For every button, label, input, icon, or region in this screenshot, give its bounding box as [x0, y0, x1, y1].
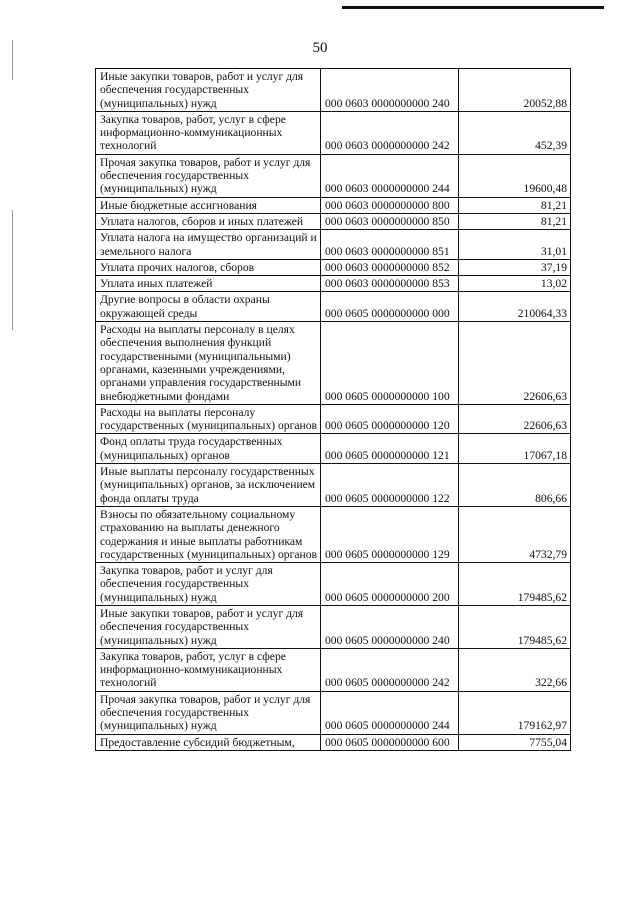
expense-name-cell: Взносы по обязательному социальному страхованию на выплаты денежного содержания и иные выплаты работникам государственных (муниципальных) органов [96, 506, 321, 562]
table-row [96, 213, 571, 229]
expense-name-cell: Уплата налога на имущество организаций и земельного налога [96, 230, 321, 260]
amount-cell: 81,21 [459, 213, 571, 229]
budget-code-cell: 000 0603 0000000000 852 [321, 259, 459, 275]
amount-cell: 179485,62 [459, 563, 571, 606]
amount-cell: 22606,63 [459, 404, 571, 434]
expense-name-cell: Иные закупки товаров, работ и услуг для обеспечения государственных (муниципальных) нужд [96, 605, 321, 648]
amount-cell: 4732,79 [459, 506, 571, 562]
table-row [96, 197, 571, 213]
table-row [96, 259, 571, 275]
amount-cell: 20052,88 [459, 69, 571, 112]
page-number: 50 [312, 40, 328, 56]
expense-name-cell: Закупка товаров, работ, услуг в сфере информационно-коммуникационных технологий [96, 648, 321, 691]
table-row [96, 230, 571, 260]
budget-code-cell: 000 0603 0000000000 853 [321, 276, 459, 292]
expense-name-cell: Уплата прочих налогов, сборов [96, 259, 321, 275]
amount-cell: 210064,33 [459, 292, 571, 322]
budget-code-cell: 000 0603 0000000000 851 [321, 230, 459, 260]
table-row [96, 404, 571, 434]
amount-cell: 37,19 [459, 259, 571, 275]
expense-name-cell: Предоставление субсидий бюджетным, [96, 734, 321, 750]
amount-cell: 179485,62 [459, 605, 571, 648]
expense-name-cell: Расходы на выплаты персоналу в целях обеспечения выполнения функций государственными (муниципальными) органами, казенными учреждениями, органами управления государственными внебюджетными фондами [96, 322, 321, 405]
amount-cell: 17067,18 [459, 434, 571, 464]
amount-cell: 179162,97 [459, 691, 571, 734]
amount-cell: 806,66 [459, 464, 571, 507]
table-row [96, 648, 571, 691]
budget-code-cell: 000 0605 0000000000 100 [321, 322, 459, 405]
expense-name-cell: Уплата иных платежей [96, 276, 321, 292]
budget-code-cell: 000 0603 0000000000 240 [321, 69, 459, 112]
expense-name-cell: Прочая закупка товаров, работ и услуг для обеспечения государственных (муниципальных) нужд [96, 691, 321, 734]
budget-code-cell: 000 0605 0000000000 240 [321, 605, 459, 648]
table-row [96, 111, 571, 154]
expense-name-cell: Уплата налогов, сборов и иных платежей [96, 213, 321, 229]
table-row [96, 563, 571, 606]
amount-cell: 322,66 [459, 648, 571, 691]
table-row [96, 605, 571, 648]
table-row [96, 292, 571, 322]
table-row [96, 734, 571, 750]
amount-cell: 7755,04 [459, 734, 571, 750]
header-rule [342, 6, 604, 9]
amount-cell: 19600,48 [459, 154, 571, 197]
amount-cell: 22606,63 [459, 322, 571, 405]
table-row [96, 434, 571, 464]
amount-cell: 13,02 [459, 276, 571, 292]
budget-code-cell: 000 0603 0000000000 800 [321, 197, 459, 213]
budget-code-cell: 000 0603 0000000000 244 [321, 154, 459, 197]
expense-name-cell: Фонд оплаты труда государственных (муниципальных) органов [96, 434, 321, 464]
budget-code-cell: 000 0603 0000000000 242 [321, 111, 459, 154]
table-row [96, 69, 571, 112]
budget-code-cell: 000 0605 0000000000 244 [321, 691, 459, 734]
table-row [96, 691, 571, 734]
table-row [96, 506, 571, 562]
expense-name-cell: Прочая закупка товаров, работ и услуг для обеспечения государственных (муниципальных) нужд [96, 154, 321, 197]
expense-name-cell: Расходы на выплаты персоналу государственных (муниципальных) органов [96, 404, 321, 434]
budget-code-cell: 000 0605 0000000000 200 [321, 563, 459, 606]
expense-name-cell: Иные выплаты персоналу государственных (муниципальных) органов, за исключением фонда оплаты труда [96, 464, 321, 507]
expense-name-cell: Иные закупки товаров, работ и услуг для обеспечения государственных (муниципальных) нужд [96, 69, 321, 112]
table-row [96, 154, 571, 197]
table-row [96, 464, 571, 507]
budget-code-cell: 000 0605 0000000000 129 [321, 506, 459, 562]
expense-name-cell: Закупка товаров, работ, услуг в сфере информационно-коммуникационных технологий [96, 111, 321, 154]
budget-code-cell: 000 0605 0000000000 122 [321, 464, 459, 507]
amount-cell: 452,39 [459, 111, 571, 154]
budget-code-cell: 000 0605 0000000000 121 [321, 434, 459, 464]
scan-margin-mark [12, 210, 13, 330]
amount-cell: 31,01 [459, 230, 571, 260]
table-row [96, 322, 571, 405]
budget-code-cell: 000 0605 0000000000 000 [321, 292, 459, 322]
budget-code-cell: 000 0603 0000000000 850 [321, 213, 459, 229]
budget-table-body [96, 69, 571, 751]
table-row [96, 276, 571, 292]
amount-cell: 81,21 [459, 197, 571, 213]
budget-code-cell: 000 0605 0000000000 600 [321, 734, 459, 750]
budget-code-cell: 000 0605 0000000000 120 [321, 404, 459, 434]
expense-name-cell: Закупка товаров, работ и услуг для обеспечения государственных (муниципальных) нужд [96, 563, 321, 606]
budget-code-cell: 000 0605 0000000000 242 [321, 648, 459, 691]
expense-name-cell: Иные бюджетные ассигнования [96, 197, 321, 213]
expense-name-cell: Другие вопросы в области охраны окружающей среды [96, 292, 321, 322]
budget-table [95, 68, 571, 751]
